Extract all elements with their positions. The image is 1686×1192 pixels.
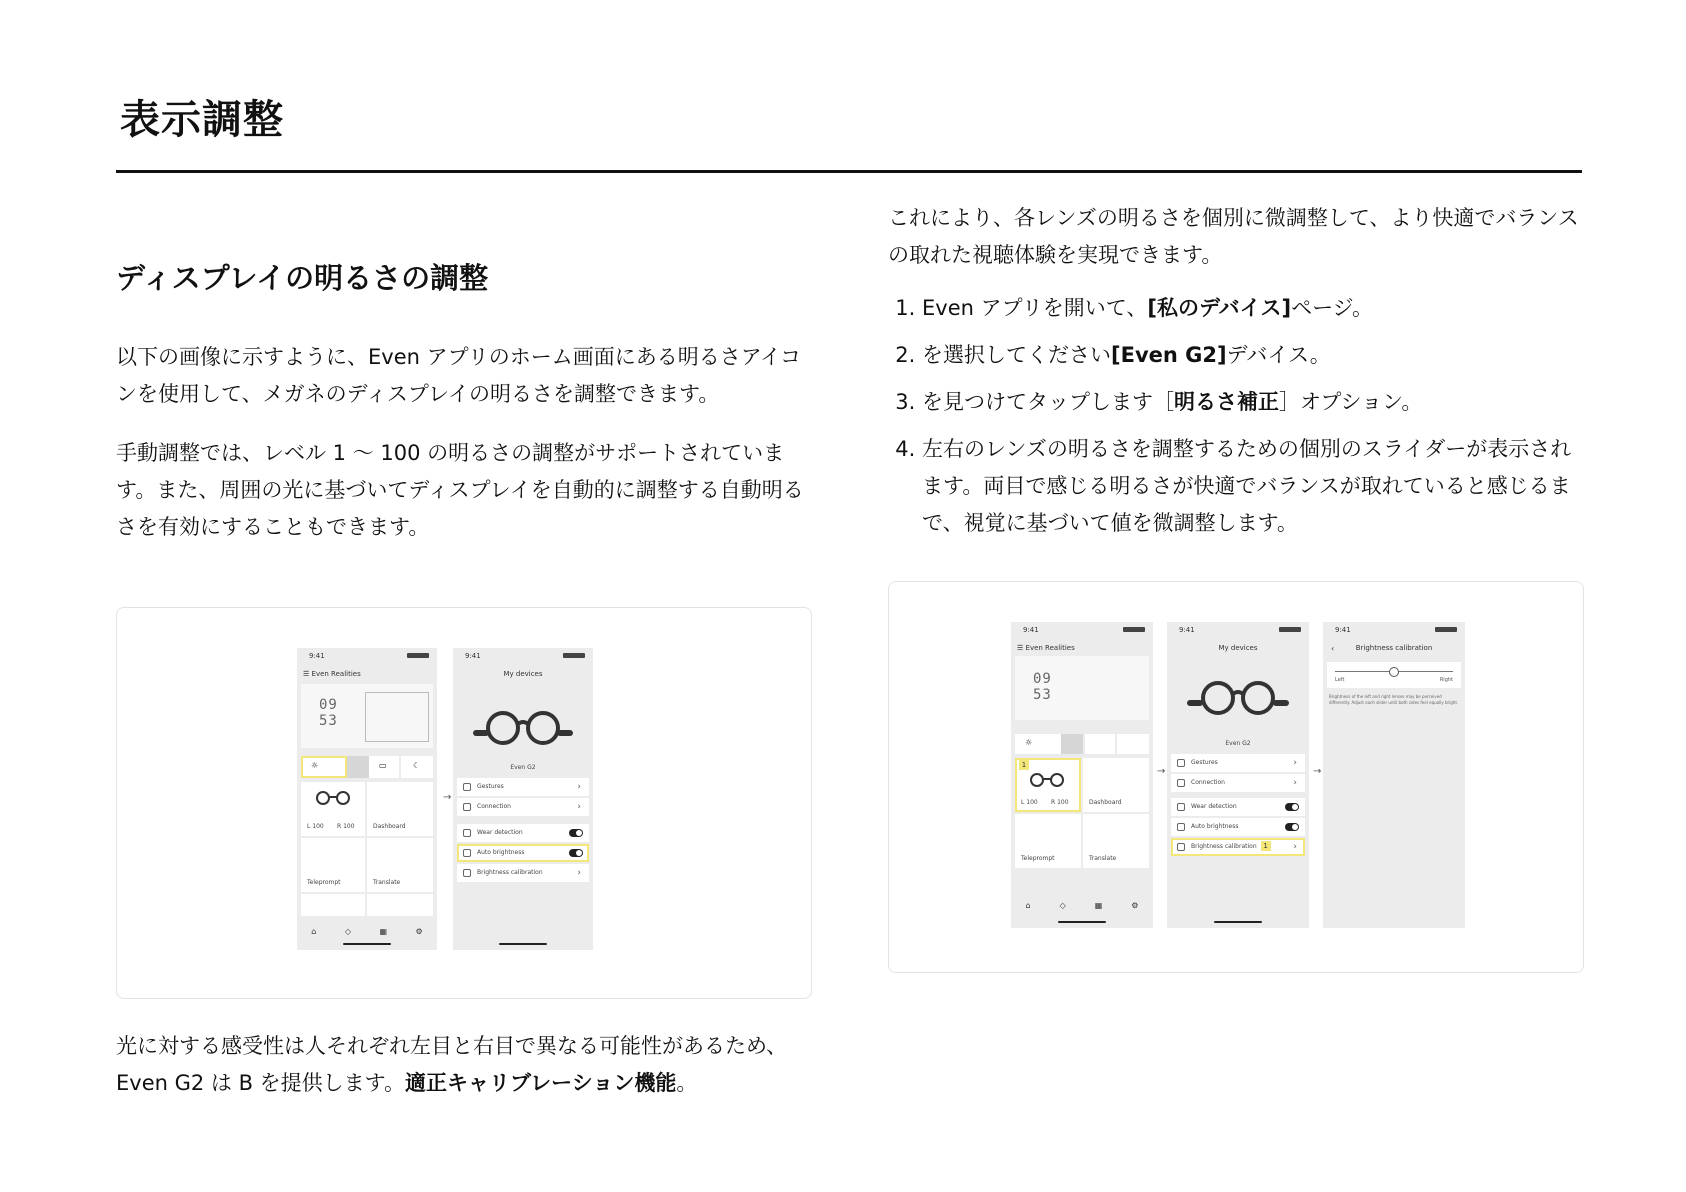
wear-icon — [463, 829, 471, 837]
home-indicator — [1214, 921, 1262, 923]
phone-home-screen — [297, 648, 437, 950]
clock-hours: 09 — [319, 697, 338, 713]
bottom-nav[interactable] — [1011, 901, 1153, 910]
row-connection-label: Connection — [1191, 779, 1225, 786]
row-brightness-calibration[interactable] — [457, 864, 589, 882]
brightness-slider[interactable] — [1061, 734, 1083, 754]
device-name: Even G2 — [1225, 740, 1251, 747]
gesture-icon — [463, 783, 471, 791]
row-wear-detection[interactable] — [457, 824, 589, 842]
navigate-tile[interactable] — [301, 894, 365, 916]
message-tile[interactable] — [369, 756, 399, 778]
calibration-plain: 光に対する感受性は人それぞれ左目と右目で異なる可能性があるため、Even G2 は B を提供します。 — [116, 1034, 788, 1095]
flow-arrow-icon: → — [1157, 766, 1166, 777]
calibration-slider-thumb[interactable] — [1389, 667, 1399, 677]
right-column — [888, 200, 1588, 552]
home-header-text: Even Realities — [1025, 644, 1075, 652]
slider-right-label: Right — [1439, 677, 1453, 683]
calibration-bold: 適正キャリブレーション機能 — [405, 1071, 677, 1095]
slider-left-label: Left — [1335, 677, 1345, 683]
home-header-text: Even Realities — [311, 670, 361, 678]
calibration-note: Brightness of the left and right lenses may be perceived differently. Adjust each slider until both sides feel equally bright. — [1329, 694, 1459, 705]
dashboard-tile[interactable] — [367, 782, 433, 836]
glasses-icon — [309, 790, 357, 806]
battery-left: L 100 — [307, 823, 324, 830]
paragraph-brightness-icon: 以下の画像に示すように、Even アプリのホーム画面にある明るさアイコンを使用して、メガネのディスプレイの明るさを調整できます。 — [116, 345, 802, 406]
paragraph-manual-auto: 手動調整では、レベル 1 〜 100 の明るさの調整がサポートされています。また、周囲の光に基づいてディスプレイを自動的に調整する自動明るさを有効にすることもできます。 — [116, 441, 804, 539]
calibration-slider-card[interactable] — [1327, 662, 1461, 688]
step-item — [922, 337, 1588, 374]
phone-home-screen — [1011, 622, 1153, 928]
chat-icon: ▭ — [379, 761, 387, 770]
glasses-image — [471, 708, 575, 748]
title-divider — [116, 170, 1582, 173]
chevron-right-icon: › — [577, 868, 581, 878]
brightness-slider[interactable] — [347, 756, 369, 778]
page-title: 表示調整 — [120, 97, 284, 143]
flow-arrow-icon: → — [1313, 766, 1322, 777]
figure-brightness-calibration — [888, 581, 1584, 973]
home-header: ☰ Even Realities — [303, 670, 361, 678]
status-time: 9:41 — [1179, 626, 1195, 634]
widget-card[interactable] — [301, 684, 433, 748]
step-item — [922, 431, 1588, 542]
row-wear-label: Wear detection — [1191, 803, 1237, 810]
row-auto-brightness[interactable] — [1171, 818, 1305, 836]
glasses-nav-icon[interactable]: ◇ — [1059, 901, 1066, 910]
row-auto-label: Auto brightness — [477, 849, 525, 856]
devices-title: My devices — [1218, 644, 1258, 652]
status-time: 9:41 — [1023, 626, 1039, 634]
transcribe-tile[interactable] — [367, 894, 433, 916]
battery-right: R 100 — [337, 823, 355, 830]
step-item — [922, 290, 1588, 327]
flow-arrow-icon: → — [443, 792, 452, 803]
sun-icon — [463, 849, 471, 857]
widget-card[interactable] — [1015, 656, 1149, 720]
translate-tile[interactable] — [367, 838, 433, 892]
paragraph-intro: これにより、各レンズの明るさを個別に微調整して、より快適でバランスの取れた視聴体験を実現できます。 — [888, 206, 1579, 267]
bottom-nav[interactable] — [297, 927, 437, 936]
battery-left: L 100 — [1021, 799, 1038, 806]
calibration-title: Brightness calibration — [1355, 644, 1433, 652]
figure-home-brightness — [116, 607, 812, 999]
teleprompt-tile[interactable] — [1015, 814, 1081, 868]
apps-icon[interactable]: ▦ — [379, 927, 388, 936]
clock-minutes: 53 — [319, 713, 338, 729]
phone-devices-screen — [453, 648, 593, 950]
status-time: 9:41 — [309, 652, 325, 660]
translate-label: Translate — [1089, 855, 1117, 862]
sun-icon — [1177, 823, 1185, 831]
step-item — [922, 384, 1588, 421]
step-bold: 明るさ補正 — [1174, 390, 1279, 414]
silent-tile[interactable] — [401, 756, 433, 778]
row-cal-label: Brightness calibration — [477, 869, 543, 876]
gesture-icon — [1177, 759, 1185, 767]
back-icon[interactable]: ‹ — [1331, 644, 1335, 653]
dashboard-label: Dashboard — [373, 823, 406, 830]
teleprompt-tile[interactable] — [301, 838, 365, 892]
chevron-right-icon: › — [577, 782, 581, 792]
silent-tile[interactable] — [1117, 734, 1149, 754]
row-gestures[interactable] — [457, 778, 589, 796]
calibration-icon — [463, 869, 471, 877]
device-tile[interactable] — [301, 782, 365, 836]
translate-tile[interactable] — [1083, 814, 1149, 868]
phone-devices-screen — [1167, 622, 1309, 928]
row-cal-label: Brightness calibration — [1191, 843, 1257, 850]
row-wear-detection[interactable] — [1171, 798, 1305, 816]
home-indicator — [499, 943, 547, 945]
clock-minutes: 53 — [1033, 687, 1052, 703]
step-badge: 1 — [1261, 841, 1271, 851]
row-connection[interactable] — [1171, 774, 1305, 792]
home-indicator — [343, 943, 391, 945]
step-post: ページ。 — [1291, 296, 1373, 320]
dashboard-label: Dashboard — [1089, 799, 1122, 806]
device-tile[interactable] — [1015, 758, 1081, 812]
home-icon[interactable]: ⌂ — [311, 927, 317, 936]
status-icons — [1123, 627, 1145, 632]
brightness-tile[interactable] — [1015, 734, 1061, 754]
step-pre: Even アプリを開いて、 — [922, 296, 1148, 320]
settings-icon[interactable]: ⚙ — [415, 927, 423, 936]
link-icon — [1177, 779, 1185, 787]
step-bold: [私のデバイス] — [1147, 296, 1292, 320]
step-pre: 左右のレンズの明るさを調整するための個別のスライダーが表示されます。両目で感じる明るさが快適でバランスが取れていると感じるまで、視覚に基づいて値を微調整します。 — [922, 437, 1572, 535]
auto-brightness-toggle[interactable] — [569, 849, 583, 857]
chevron-right-icon: › — [577, 802, 581, 812]
glasses-image — [1185, 678, 1291, 718]
link-icon — [463, 803, 471, 811]
translate-label: Translate — [373, 879, 401, 886]
status-time: 9:41 — [1335, 626, 1351, 634]
calibration-end: 。 — [676, 1071, 698, 1095]
step-bold: [Even G2] — [1111, 343, 1227, 367]
auto-brightness-toggle[interactable] — [1285, 823, 1299, 831]
status-icons — [563, 653, 585, 658]
step-post: デバイス。 — [1226, 343, 1331, 367]
paragraph-calibration-text — [116, 1028, 816, 1102]
phone-calibration-screen — [1323, 622, 1465, 928]
brightness-tile[interactable] — [301, 756, 347, 778]
chevron-right-icon: › — [1293, 778, 1297, 788]
battery-right: R 100 — [1051, 799, 1069, 806]
dashboard-tile[interactable] — [1083, 758, 1149, 812]
home-icon[interactable]: ⌂ — [1025, 901, 1031, 910]
teleprompt-label: Teleprompt — [307, 879, 341, 886]
home-header: ☰ Even Realities — [1017, 644, 1075, 652]
settings-icon[interactable]: ⚙ — [1131, 901, 1139, 910]
wear-icon — [1177, 803, 1185, 811]
steps-list — [888, 290, 1588, 542]
row-gestures-label: Gestures — [1191, 759, 1218, 766]
calibration-icon — [1177, 843, 1185, 851]
widget-text-box — [365, 692, 429, 742]
clock-hours: 09 — [1033, 671, 1052, 687]
status-icons — [407, 653, 429, 658]
section-heading: ディスプレイの明るさの調整 — [116, 261, 489, 295]
row-gestures-label: Gestures — [477, 783, 504, 790]
brightness-icon: ☼ — [1025, 738, 1033, 747]
apps-icon[interactable]: ▦ — [1094, 901, 1103, 910]
home-indicator — [1058, 921, 1106, 923]
wear-toggle[interactable] — [1285, 803, 1299, 811]
chevron-right-icon: › — [1293, 758, 1297, 768]
row-connection[interactable] — [457, 798, 589, 816]
teleprompt-label: Teleprompt — [1021, 855, 1055, 862]
row-brightness-calibration[interactable] — [1171, 838, 1305, 856]
step-badge: 1 — [1019, 760, 1029, 770]
paragraph-calibration-feature — [116, 1028, 816, 1102]
brightness-icon: ☼ — [311, 761, 319, 770]
message-tile[interactable] — [1085, 734, 1115, 754]
glasses-nav-icon[interactable]: ◇ — [344, 927, 351, 936]
device-name: Even G2 — [510, 764, 536, 771]
status-time: 9:41 — [465, 652, 481, 660]
left-column — [116, 240, 816, 568]
devices-title: My devices — [503, 670, 543, 678]
status-icons — [1435, 627, 1457, 632]
wear-toggle[interactable] — [569, 829, 583, 837]
step-pre: を見つけてタップします［ — [922, 390, 1174, 414]
row-wear-label: Wear detection — [477, 829, 523, 836]
glasses-icon — [1023, 772, 1071, 788]
status-icons — [1279, 627, 1301, 632]
step-pre: を選択してください — [922, 343, 1111, 367]
step-post: ］オプション。 — [1279, 390, 1423, 414]
row-connection-label: Connection — [477, 803, 511, 810]
row-auto-brightness[interactable] — [457, 844, 589, 862]
moon-icon: ☾ — [413, 761, 421, 770]
row-gestures[interactable] — [1171, 754, 1305, 772]
row-auto-label: Auto brightness — [1191, 823, 1239, 830]
chevron-right-icon: › — [1293, 842, 1297, 852]
